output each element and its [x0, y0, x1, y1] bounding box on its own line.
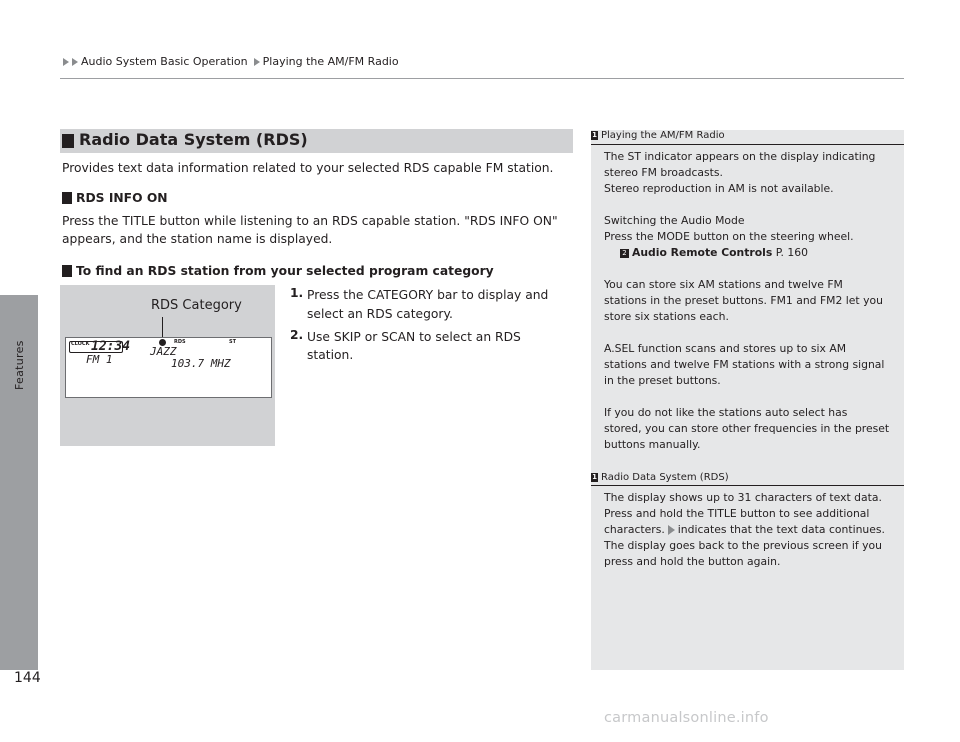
note-line: Switching the Audio Mode — [604, 214, 745, 227]
note-heading-rule — [591, 144, 904, 145]
note-line: Press the MODE button on the steering wheel. — [604, 230, 854, 243]
note-line: stored, you can store other frequencies in the preset — [604, 422, 890, 435]
rds-info-heading-text: RDS INFO ON — [76, 191, 168, 205]
note-line: Stereo reproduction in AM is not available. — [604, 182, 834, 195]
continue-arrow-icon — [668, 525, 675, 535]
square-bullet-icon — [62, 192, 72, 204]
step-text-line: Use SKIP or SCAN to select an RDS — [307, 330, 521, 344]
breadcrumb-arrow-icon — [254, 58, 260, 66]
reference-label[interactable]: Audio Remote Controls — [632, 246, 773, 259]
note-text-fragment: characters. — [604, 523, 665, 536]
rds-info-text-line: Press the TITLE button while listening to an RDS capable station. "RDS INFO ON" — [62, 214, 558, 228]
stereo-indicator: ST — [229, 339, 237, 345]
note-line: stations in the preset buttons. FM1 and FM2 let you — [604, 294, 883, 307]
note-heading-rule — [591, 485, 904, 486]
side-label: Features — [13, 340, 26, 390]
note-line: You can store six AM stations and twelve FM — [604, 278, 843, 291]
note-line: Press and hold the TITLE button to see additional — [604, 507, 870, 520]
section-title: Radio Data System (RDS) — [79, 130, 308, 149]
note-line: The display goes back to the previous screen if you — [604, 539, 882, 552]
note-line: store six stations each. — [604, 310, 729, 323]
note-line: The ST indicator appears on the display indicating — [604, 150, 876, 163]
reference-arrow-icon: 2 — [620, 249, 629, 258]
display-category: JAZZ — [150, 345, 177, 358]
breadcrumb-item[interactable]: Audio System Basic Operation — [81, 55, 248, 68]
figure-callout-label: RDS Category — [151, 298, 242, 313]
note-line: in the preset buttons. — [604, 374, 721, 387]
note-line: buttons manually. — [604, 438, 701, 451]
note-marker-icon: 1 — [592, 131, 597, 139]
reference-page: P. 160 — [775, 246, 809, 259]
note-line: stations and twelve FM stations with a strong signal — [604, 358, 885, 371]
square-bullet-icon — [62, 265, 72, 277]
display-band: FM 1 — [86, 353, 113, 366]
note-line: A.SEL function scans and stores up to six AM — [604, 342, 847, 355]
display-time: 12:34 — [91, 339, 131, 354]
breadcrumb-item[interactable]: Playing the AM/FM Radio — [262, 55, 399, 68]
step-number: 1. — [290, 286, 304, 300]
section-intro: Provides text data information related to your selected RDS capable FM station. — [62, 161, 554, 175]
note-heading — [591, 130, 725, 141]
note-line: stereo FM broadcasts. — [604, 166, 723, 179]
note-text-fragment: indicates that the text data continues. — [677, 523, 885, 536]
step-text-line: Press the CATEGORY bar to display and — [307, 288, 549, 302]
breadcrumb-arrow-icon — [72, 58, 78, 66]
rds-info-text-line: appears, and the station name is displayed. — [62, 232, 333, 246]
rds-info-heading — [62, 191, 168, 205]
step-text-line: station. — [307, 348, 354, 362]
section-square-icon — [62, 134, 74, 148]
page-number: 144 — [14, 670, 41, 686]
step-text-line: select an RDS category. — [307, 307, 453, 321]
breadcrumb — [63, 55, 405, 68]
note-line: If you do not like the stations auto select has — [604, 406, 848, 419]
header-divider — [60, 78, 904, 79]
note-heading-text: Playing the AM/FM Radio — [601, 130, 725, 141]
clock-label: CLOCK — [71, 341, 90, 347]
category-heading — [62, 264, 494, 278]
category-heading-text: To find an RDS station from your selected program category — [76, 264, 494, 278]
page-reference[interactable] — [620, 245, 808, 261]
breadcrumb-arrow-icon — [63, 58, 69, 66]
note-line: press and hold the button again. — [604, 555, 781, 568]
watermark: carmanualsonline.info — [604, 710, 769, 726]
note-line-continue — [604, 522, 885, 538]
note-heading — [591, 472, 729, 483]
note-marker-icon: 1 — [592, 473, 597, 481]
note-line: The display shows up to 31 characters of text data. — [604, 491, 882, 504]
step-number: 2. — [290, 328, 304, 342]
rds-indicator: RDS — [174, 339, 186, 345]
display-frequency: 103.7 MHZ — [171, 357, 231, 370]
notes-panel — [591, 130, 904, 670]
note-heading-text: Radio Data System (RDS) — [601, 472, 729, 483]
